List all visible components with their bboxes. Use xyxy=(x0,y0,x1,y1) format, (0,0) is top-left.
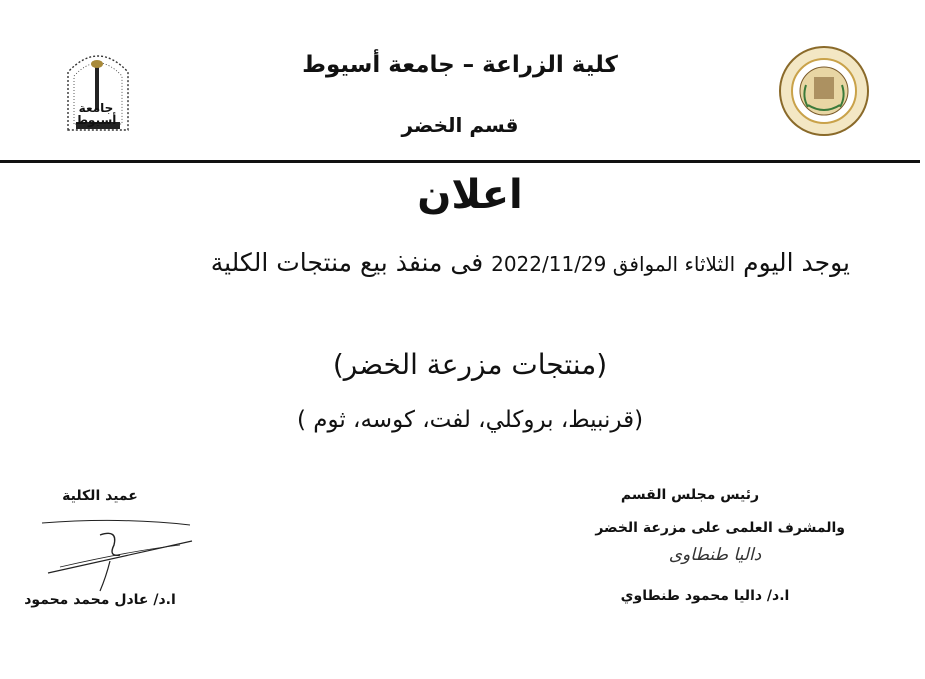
left-logo-lettering: جامعة أسيوط xyxy=(75,101,117,127)
announcement-title: اعلان xyxy=(417,172,523,218)
department-head-title-line-1: رئيس مجلس القسم xyxy=(620,487,760,503)
announcement-main-line xyxy=(60,248,850,277)
header-divider xyxy=(0,160,920,163)
department-head-handwritten-signature: داليا طنطاوى xyxy=(668,545,762,565)
dean-name: ا.د/ عادل محمد محمود xyxy=(24,592,176,608)
products-list: (قرنبيط، بروكلي، لفت، كوسه، ثوم ) xyxy=(296,407,644,433)
main-line-end: فى منفذ بيع منتجات الكلية xyxy=(210,248,484,277)
dean-signature xyxy=(40,515,200,595)
department-line: قسم الخضر xyxy=(401,113,519,137)
department-head-title-line-2: والمشرف العلمى على مزرعة الخضر xyxy=(595,520,845,536)
faculty-of-agriculture-seal xyxy=(778,45,870,137)
department-head-name: ا.د/ داليا محمود طنطاوي xyxy=(620,588,790,604)
main-line-start: يوجد اليوم xyxy=(743,248,850,277)
products-title: (منتجات مزرعة الخضر) xyxy=(332,348,608,381)
main-line-date: الثلاثاء الموافق 2022/11/29 xyxy=(491,252,736,276)
faculty-line: كلية الزراعة – جامعة أسيوط xyxy=(302,52,618,78)
dean-title: عميد الكلية xyxy=(62,488,138,504)
